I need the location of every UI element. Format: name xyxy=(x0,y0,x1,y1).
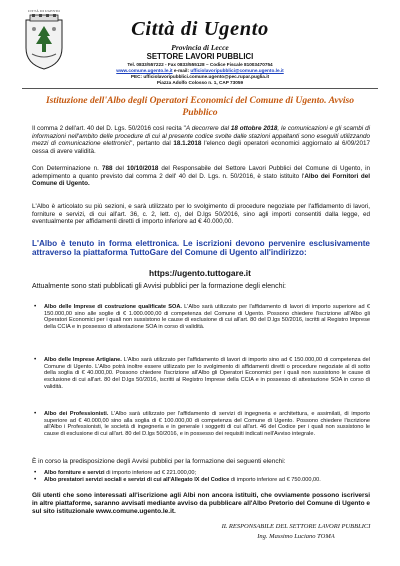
upcoming-text: di importo inferiore ad € 221.000,00; xyxy=(104,470,197,476)
paragraph-electronic-notice: L'Albo è tenuto in forma elettronica. Le iscrizioni devono pervenire esclusivamente attraverso la piattaforma TuttoGare del Comune di Ugento all'indirizzo: xyxy=(32,239,370,258)
upcoming-title: Albo prestatori servizi sociali e servizi di cui all'Allegato IX del Codice xyxy=(44,476,230,483)
upcoming-text: di importo inferiore ad € 750.000,00. xyxy=(229,476,321,483)
city-name: Città di Ugento xyxy=(131,18,269,40)
albo-text: L'Albo sarà utilizzato per l'affidamento di lavori di importo superiore ad € 150.000,00 sino alle soglie di € 1.000.000,00 di competenza del Comune di Ugento. Possono chiedere l'iscrizione all'Albo gli Operatori Economici per i quali non sussistono le cause di esclusione di cui all'art. 80 del D.lgs 50/2016, iscritti al Registro Imprese della CCIA e in possesso di attestazione SOA in corso di validità. xyxy=(44,304,370,331)
upcoming-list-item xyxy=(32,477,370,484)
paragraph-upcoming: È in corso la predisposizione degli Avvisi pubblici per la formazione dei seguenti elenchi: xyxy=(32,458,286,465)
paragraph-published-notices: Attualmente sono stati pubblicati gli Avvisi pubblici per la formazione degli elenchi: xyxy=(32,283,286,290)
paragraph-structure: L'Albo è articolato su più sezioni, e sarà utilizzato per lo svolgimento di procedure negoziate per l'affidamento di lavori, forniture e servizi, di cui all'art. 36, c. 2, lett. c), del D.lgs 50/2016, sino agli importi consentiti dalla legge, ed eventualmente per affidamenti diretti di importo inferiore ad € 40.000,00. xyxy=(32,203,370,226)
upcoming-list xyxy=(32,470,370,483)
province-name: Provincia di Lecce xyxy=(171,43,229,52)
p2-mid2: del Responsabile del Settore Lavori Pubblici del Comune di Ugento, in adempimento a quanto previsto dal comma 2 dell' 40 del D. Lgs. n. 50/2016, è stato istituito l' xyxy=(32,165,370,180)
bullet-icon: • xyxy=(34,410,37,417)
p2-lead: Con Determinazione n. xyxy=(32,165,102,172)
header-divider xyxy=(22,88,378,89)
albo-title: Albo delle Imprese di costruzione qualificate SOA. xyxy=(44,304,182,310)
upcoming-title: Albo forniture e servizi xyxy=(44,470,105,476)
website-link[interactable]: www.comune.ugento.le.it xyxy=(116,68,173,73)
bullet-icon: • xyxy=(34,475,37,483)
paragraph-legal-reference xyxy=(32,125,370,155)
platform-url[interactable]: https://ugento.tuttogare.it xyxy=(149,268,251,278)
albo-text: L'Albo sarà utilizzato per l'affidamento di lavori di importo sino ad € 150.000,00 di competenza del Comune di Ugento. L'Albo potrà inoltre essere utilizzato per lo svolgimento di affidamenti diretti o procedure negoziate al di sotto della soglia di € 40.000,00. Possono chiedere l'iscrizione all'Albo gli Operatori Economici per i quali non sussistono le cause di esclusione di cui all'art. 80 del D.lgs 50/2016, iscritti al Registro Imprese della CCIA e in possesso di attestazione SOA in corso di validità. xyxy=(44,357,370,390)
email-link[interactable]: ufficiolavoripubblici@comune.ugento.le.it xyxy=(190,68,284,73)
email-label: e-mail: xyxy=(173,68,190,73)
bullet-icon: • xyxy=(34,356,37,363)
crest-caption: CITTÀ DI UGENTO xyxy=(27,9,61,13)
p2-bold-tail: Albo dei Fornitori del Comune di Ugento. xyxy=(32,172,370,188)
pec-line: PEC: ufficiolavoripubblici.comune.ugento@pec.rupar.puglia.it xyxy=(130,74,270,79)
paragraph-determination xyxy=(32,165,370,188)
albo-text: L'Albo sarà utilizzato per l'affidamento di servizi di ingegneria e architettura, e assimilati, di importo superiore ad € 40.000,00 sino alla soglia di € 100.000,00 di competenza del Comune di Ugento. Possono chiedere l'iscrizione all'Albo i Professionisti, le società di ingegneria e in generale i soggetti di cui all'art. 46 del Codice per i quali non sussistono le cause di esclusione di cui all'art. 80 del D.lgs 50/2016, e in possesso dei requisiti indicati nell'Avviso integrale. xyxy=(44,411,371,438)
address-line: Piazza Adolfo Colosso n. 1, CAP 73059 xyxy=(156,80,244,85)
bullet-icon: • xyxy=(34,303,37,310)
document-title: Istituzione dell'Albo degli Operatori Economici del Comune di Ugento. Avviso Pubblico xyxy=(45,95,355,118)
albo-list-item xyxy=(32,357,370,391)
p1-italic-date: 18 ottobre 2018 xyxy=(230,125,278,132)
p1-italic1: A decorrere dal xyxy=(185,125,231,132)
upcoming-list-item xyxy=(32,470,370,477)
p1-italic2: , le comunicazioni e gli scambi di informazioni nell'ambito delle procedure di cui al presente codice svolte dalle stazioni appaltanti sono eseguiti utilizzando mezzi di comunicazione elettronici xyxy=(32,125,370,148)
paragraph-closing: Gli utenti che sono interessati all'iscrizione agli Albi non ancora istituiti, che ovviamente possono iscriversi in altre piattaforme, saranno avvisati mediante avviso da pubblicare all'Albo Pretorio del Comune di Ugento e sul sito istituzionale www.comune.ugento.le.it. xyxy=(32,492,370,515)
albo-list-item xyxy=(32,304,370,331)
p1-lead: Il comma 2 dell'art. 40 del D. Lgs. 50/2016 così recita " xyxy=(32,125,186,132)
albo-title: Albo dei Professionisti. xyxy=(44,411,109,417)
bullet-icon: • xyxy=(34,469,37,476)
albo-list-item xyxy=(32,411,370,438)
p2-det-number: 788 xyxy=(101,165,113,172)
signature-role: IL RESPONSABILE DEL SETTORE LAVORI PUBBLICI xyxy=(221,523,371,530)
p2-det-date: 10/10/2018 xyxy=(126,165,159,172)
sector-name: SETTORE LAVORI PUBBLICI xyxy=(146,52,254,61)
p1-tail: l'elenco degli operatori economici aggiornato al 6/09/2017 cessa di avere validità. xyxy=(32,140,370,155)
albo-title: Albo delle Imprese Artigiane. xyxy=(44,357,122,363)
signature-name: Ing. Massimo Luciano TOMA xyxy=(257,533,335,540)
p1-date: 18.1.2018 xyxy=(173,140,202,148)
p1-mid: ", pertanto dal xyxy=(130,140,174,148)
contacts-line: Tel. 0833/557222 - Fax 0833/555128 – Codice Fiscale 81003470754 xyxy=(127,62,273,67)
p2-mid1: del xyxy=(112,165,127,172)
